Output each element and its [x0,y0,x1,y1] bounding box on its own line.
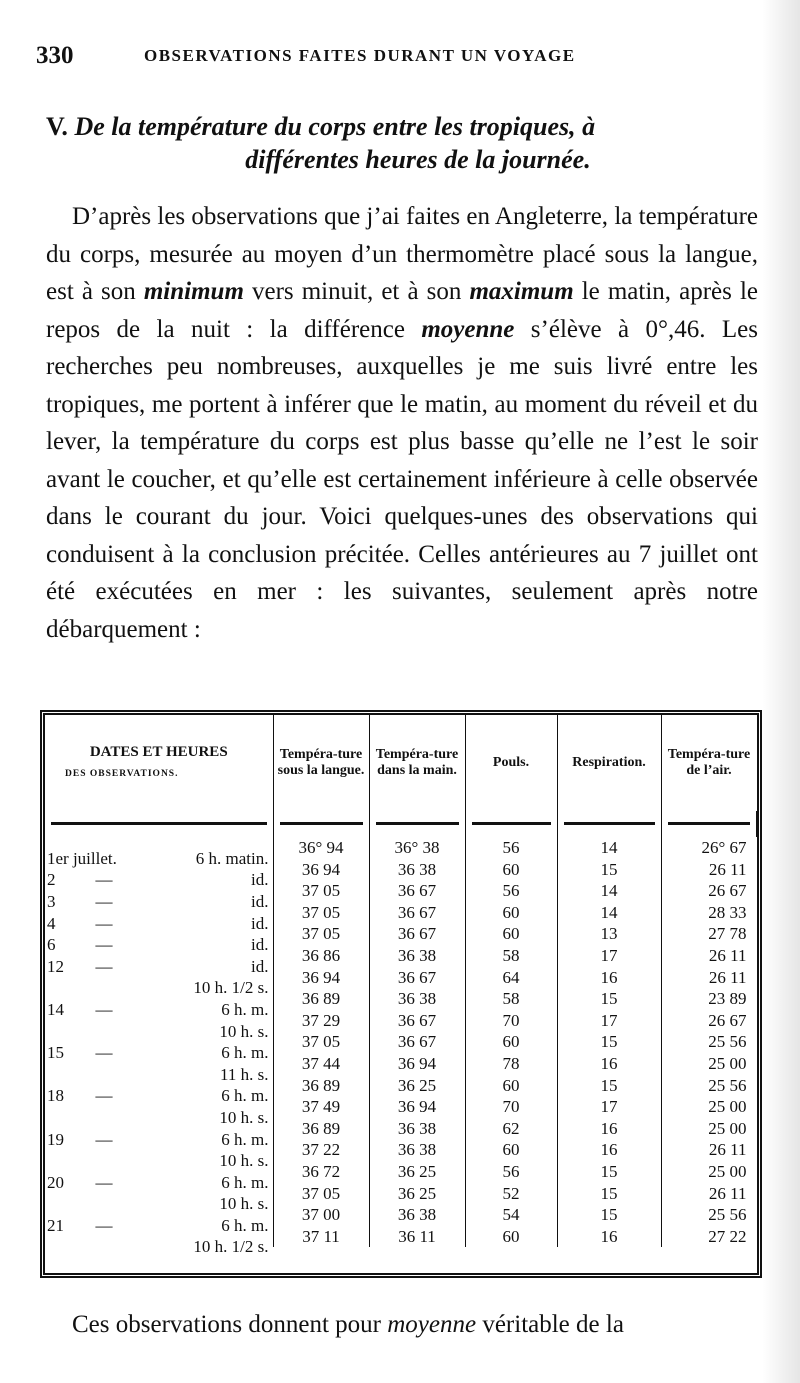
text-run: véritable de la [476,1311,624,1338]
date-time: 10 h. s. [219,1151,269,1171]
table-row [45,967,757,989]
date-day: 1er juillet. [47,848,117,868]
date-time: 10 h. s. [219,1107,269,1127]
cell-hand-temp: 36 11 [369,1226,465,1248]
cell-hand-temp: 36 25 [369,1161,465,1183]
cell-date [45,1161,273,1192]
cell-respiration: 16 [557,967,661,989]
table-row [45,1226,757,1248]
date-time: 6 h. m. [221,1129,269,1149]
cell-tongue-temp: 36 94 [273,859,369,881]
table-row [45,880,757,902]
cell-respiration: 14 [557,880,661,902]
cell-hand-temp: 36 67 [369,1010,465,1032]
date-ditto-dash: — [95,935,113,955]
cell-date [45,1053,273,1084]
date-ditto-dash: — [95,1086,113,1106]
cell-pulse: 60 [465,902,557,924]
cell-pulse: 60 [465,1075,557,1097]
date-ditto-dash: — [95,913,113,933]
text-run: D’après les observations que j’ai faites en Angleterre, la température du corps, mesurée au moyen d’un thermomètre placé sous la langue, est à son [46,203,758,305]
cell-air-temp: 26 11 [708,1183,747,1203]
date-time: 10 h. s. [219,1021,269,1041]
cell-hand-temp: 36 67 [369,967,465,989]
cell-air-temp: 25 00 [708,1053,747,1073]
date-ditto-dash: — [95,1215,113,1235]
date-ditto-dash: — [95,956,113,976]
cell-tongue-temp: 36 72 [273,1161,369,1183]
date-time: 10 h. s. [219,1194,269,1214]
cell-pulse: 70 [465,1010,557,1032]
cell-respiration: 16 [557,1226,661,1248]
header-pulse: Pouls. [465,715,557,811]
cell-tongue-temp: 36 94 [273,967,369,989]
table-row [45,1183,757,1205]
cell-hand-temp: 36 38 [369,1139,465,1161]
cell-respiration: 15 [557,1031,661,1053]
observations-table-frame [40,710,762,1278]
cell-air-temp: 27 78 [708,924,747,944]
table-row [45,1118,757,1140]
cell-pulse: 56 [465,880,557,902]
table-row [45,902,757,924]
date-time: 11 h. s. [220,1064,269,1084]
cell-pulse: 70 [465,1096,557,1118]
date-day: 4 [47,913,56,933]
cell-date [45,967,273,998]
cell-pulse: 60 [465,1031,557,1053]
table-row [45,923,757,945]
cell-respiration: 15 [557,859,661,881]
cell-hand-temp: 36° 38 [369,837,465,859]
cell-hand-temp: 36 38 [369,945,465,967]
cell-air-temp: 25 56 [708,1075,747,1095]
cell-hand-temp: 36 67 [369,1031,465,1053]
cell-respiration: 15 [557,1204,661,1226]
date-day: 19 [47,1129,64,1149]
cell-tongue-temp: 36 86 [273,945,369,967]
table-row [45,1075,757,1097]
header-tongue: Tempéra-ture sous la langue. [273,715,369,811]
cell-hand-temp: 36 67 [369,902,465,924]
page-header [36,42,756,76]
cell-tongue-temp: 37 00 [273,1204,369,1226]
cell-tongue-temp: 37 44 [273,1053,369,1075]
table-body [45,811,757,1257]
cell-tongue-temp: 37 49 [273,1096,369,1118]
cell-pulse: 60 [465,1139,557,1161]
page-number: 330 [36,42,74,69]
cell-date [45,1096,273,1127]
cell-respiration: 15 [557,1161,661,1183]
cell-air-temp: 26 11 [708,859,747,879]
cell-date [45,923,273,955]
cell-pulse: 56 [465,837,557,859]
emphasis-text: moyenne [387,1311,477,1338]
header-air: Tempéra-ture de l’air. [667,747,751,778]
table-row [45,1010,757,1032]
header-respiration: Respiration. [557,715,661,811]
cell-pulse: 60 [465,859,557,881]
cell-date [45,902,273,933]
cell-respiration: 13 [557,923,661,945]
cell-tongue-temp: 36 89 [273,1118,369,1140]
cell-respiration: 14 [557,837,661,859]
cell-hand-temp: 36 38 [369,1118,465,1140]
cell-date [45,1075,273,1106]
date-day: 14 [47,999,64,1019]
section-title-line1: De la température du corps entre les tropiques, à [74,112,596,141]
cell-date [45,988,273,1019]
date-time: 6 h. m. [221,999,269,1019]
table-row [45,988,757,1010]
cell-hand-temp: 36 67 [369,923,465,945]
cell-tongue-temp: 37 29 [273,1010,369,1032]
cell-tongue-temp: 36 89 [273,1075,369,1097]
cell-pulse: 52 [465,1183,557,1205]
date-day: 6 [47,935,56,955]
cell-respiration: 17 [557,945,661,967]
table-row [45,1031,757,1053]
cell-respiration: 16 [557,1053,661,1075]
cell-pulse: 58 [465,945,557,967]
cell-respiration: 17 [557,1096,661,1118]
table-row [45,1139,757,1161]
date-day: 15 [47,1043,64,1063]
table-row [45,837,757,859]
cell-pulse: 62 [465,1118,557,1140]
cell-air-temp: 28 33 [708,902,747,922]
cell-hand-temp: 36 38 [369,988,465,1010]
paragraph-text [46,198,758,648]
date-ditto-dash: — [95,1043,113,1063]
header-hand: Tempéra-ture dans la main. [369,715,465,811]
continuation-text [72,1306,762,1343]
table-row [45,945,757,967]
cell-air-temp: 26 11 [708,967,747,987]
date-day: 20 [47,1172,64,1192]
emphasis-text: maximum [469,278,574,305]
cell-hand-temp: 36 25 [369,1075,465,1097]
date-ditto-dash: — [95,1129,113,1149]
cell-tongue-temp: 37 05 [273,923,369,945]
header-separator [45,811,757,837]
cell-air-temp: 25 56 [708,1032,747,1052]
cell-hand-temp: 36 94 [369,1053,465,1075]
cell-date [45,1183,273,1214]
cell-pulse: 60 [465,923,557,945]
cell-air-temp: 26 11 [708,945,747,965]
table-header-row [45,715,757,811]
observations-table [45,715,757,1257]
date-time: id. [251,935,269,955]
cell-respiration: 15 [557,988,661,1010]
cell-hand-temp: 36 25 [369,1183,465,1205]
date-time: 10 h. 1/2 s. [193,1237,269,1257]
cell-hand-temp: 36 94 [369,1096,465,1118]
cell-air-temp: 25 56 [708,1205,747,1225]
date-time: id. [251,870,269,890]
cell-tongue-temp: 36° 94 [273,837,369,859]
date-time: 6 h. m. [221,1215,269,1235]
cell-air-temp: 25 00 [708,1097,747,1117]
cell-hand-temp: 36 38 [369,1204,465,1226]
date-day: 12 [47,956,64,976]
cell-tongue-temp: 37 05 [273,1031,369,1053]
date-time: 10 h. 1/2 s. [193,978,269,998]
date-ditto-dash: — [95,999,113,1019]
cell-respiration: 15 [557,1075,661,1097]
date-day: 3 [47,891,56,911]
cell-air-temp: 27 22 [708,1226,747,1246]
emphasis-text: moyenne [421,315,515,343]
cell-date [45,1226,273,1257]
table-row [45,1161,757,1183]
body-paragraph [46,198,758,648]
cell-air-temp: 26 67 [708,1010,747,1030]
header-dates: DATES ET HEURES DES OBSERVATIONS. [45,715,273,811]
table-row [45,1096,757,1118]
cell-date [45,1031,273,1063]
cell-air-temp: 26 11 [708,1140,747,1160]
cell-pulse: 56 [465,1161,557,1183]
cell-date [45,945,273,976]
cell-respiration: 16 [557,1139,661,1161]
date-ditto-dash: — [95,870,113,890]
text-run: vers minuit, et à son [243,278,470,305]
cell-air-temp: 23 89 [708,989,747,1009]
cell-tongue-temp: 37 05 [273,880,369,902]
cell-pulse: 58 [465,988,557,1010]
cell-hand-temp: 36 67 [369,880,465,902]
cell-date [45,837,273,868]
cell-pulse: 54 [465,1204,557,1226]
section-title-line2: différentes heures de la journée. [245,145,591,174]
cell-respiration: 14 [557,902,661,924]
cell-air-temp: 25 00 [708,1161,747,1181]
cell-pulse: 60 [465,1226,557,1248]
date-time: id. [251,913,269,933]
section-title [46,110,760,176]
cell-air-temp: 25 00 [708,1118,747,1138]
cell-respiration: 15 [557,1183,661,1205]
date-day: 18 [47,1086,64,1106]
running-head: OBSERVATIONS FAITES DURANT UN VOYAGE [144,46,576,65]
cell-respiration: 16 [557,1118,661,1140]
date-day: 2 [47,870,56,890]
cell-air-temp: 26° 67 [701,838,747,857]
date-time: 6 h. m. [221,1043,269,1063]
emphasis-text: minimum [143,278,244,305]
text-run: s’élève à 0°,46. Les recherches peu nombreuses, auxquelles je me suis livré entre les tropiques, me portent à inférer que le matin, au moment du réveil et du lever, la température du corps est plus basse qu’elle ne l’est le soir avant le coucher, et qu’elle est certainement inférieure à celle observée dans le courant du jour. Voici quelques-unes des observations qui conduisent à la conclusion précitée. Celles antérieures au 7 juillet ont été exécutées en mer : les suivantes, seulement après notre débarquement : [46,315,758,643]
text-run: le matin, après le repos de la nuit : la différence [46,278,759,343]
cell-tongue-temp: 36 89 [273,988,369,1010]
cell-date [45,1010,273,1041]
cell-date [45,880,273,911]
cell-date [45,859,273,890]
date-time: 6 h. m. [221,1172,269,1192]
page-edge-shadow [762,0,800,1383]
date-ditto-dash: — [95,1172,113,1192]
cell-date [45,1139,273,1171]
cell-pulse: 78 [465,1053,557,1075]
date-time: id. [251,956,269,976]
cell-pulse: 64 [465,967,557,989]
cell-air-temp: 26 67 [708,881,747,901]
text-run: Ces observations donnent pour [72,1311,388,1338]
cell-tongue-temp: 37 11 [273,1226,369,1248]
cell-tongue-temp: 37 05 [273,1183,369,1205]
cell-hand-temp: 36 38 [369,859,465,881]
table-row [45,1053,757,1075]
section-number: V. [46,112,68,141]
date-ditto-dash: — [95,891,113,911]
header-dates-sub: DES OBSERVATIONS. [65,769,179,779]
date-day: 21 [47,1215,64,1235]
date-time: 6 h. m. [221,1086,269,1106]
date-time: 6 h. matin. [195,848,269,868]
cell-respiration: 17 [557,1010,661,1032]
cell-tongue-temp: 37 05 [273,902,369,924]
cell-date [45,1118,273,1149]
table-row [45,1204,757,1226]
table-row [45,859,757,881]
cell-tongue-temp: 37 22 [273,1139,369,1161]
cell-date [45,1204,273,1235]
date-time: id. [251,891,269,911]
